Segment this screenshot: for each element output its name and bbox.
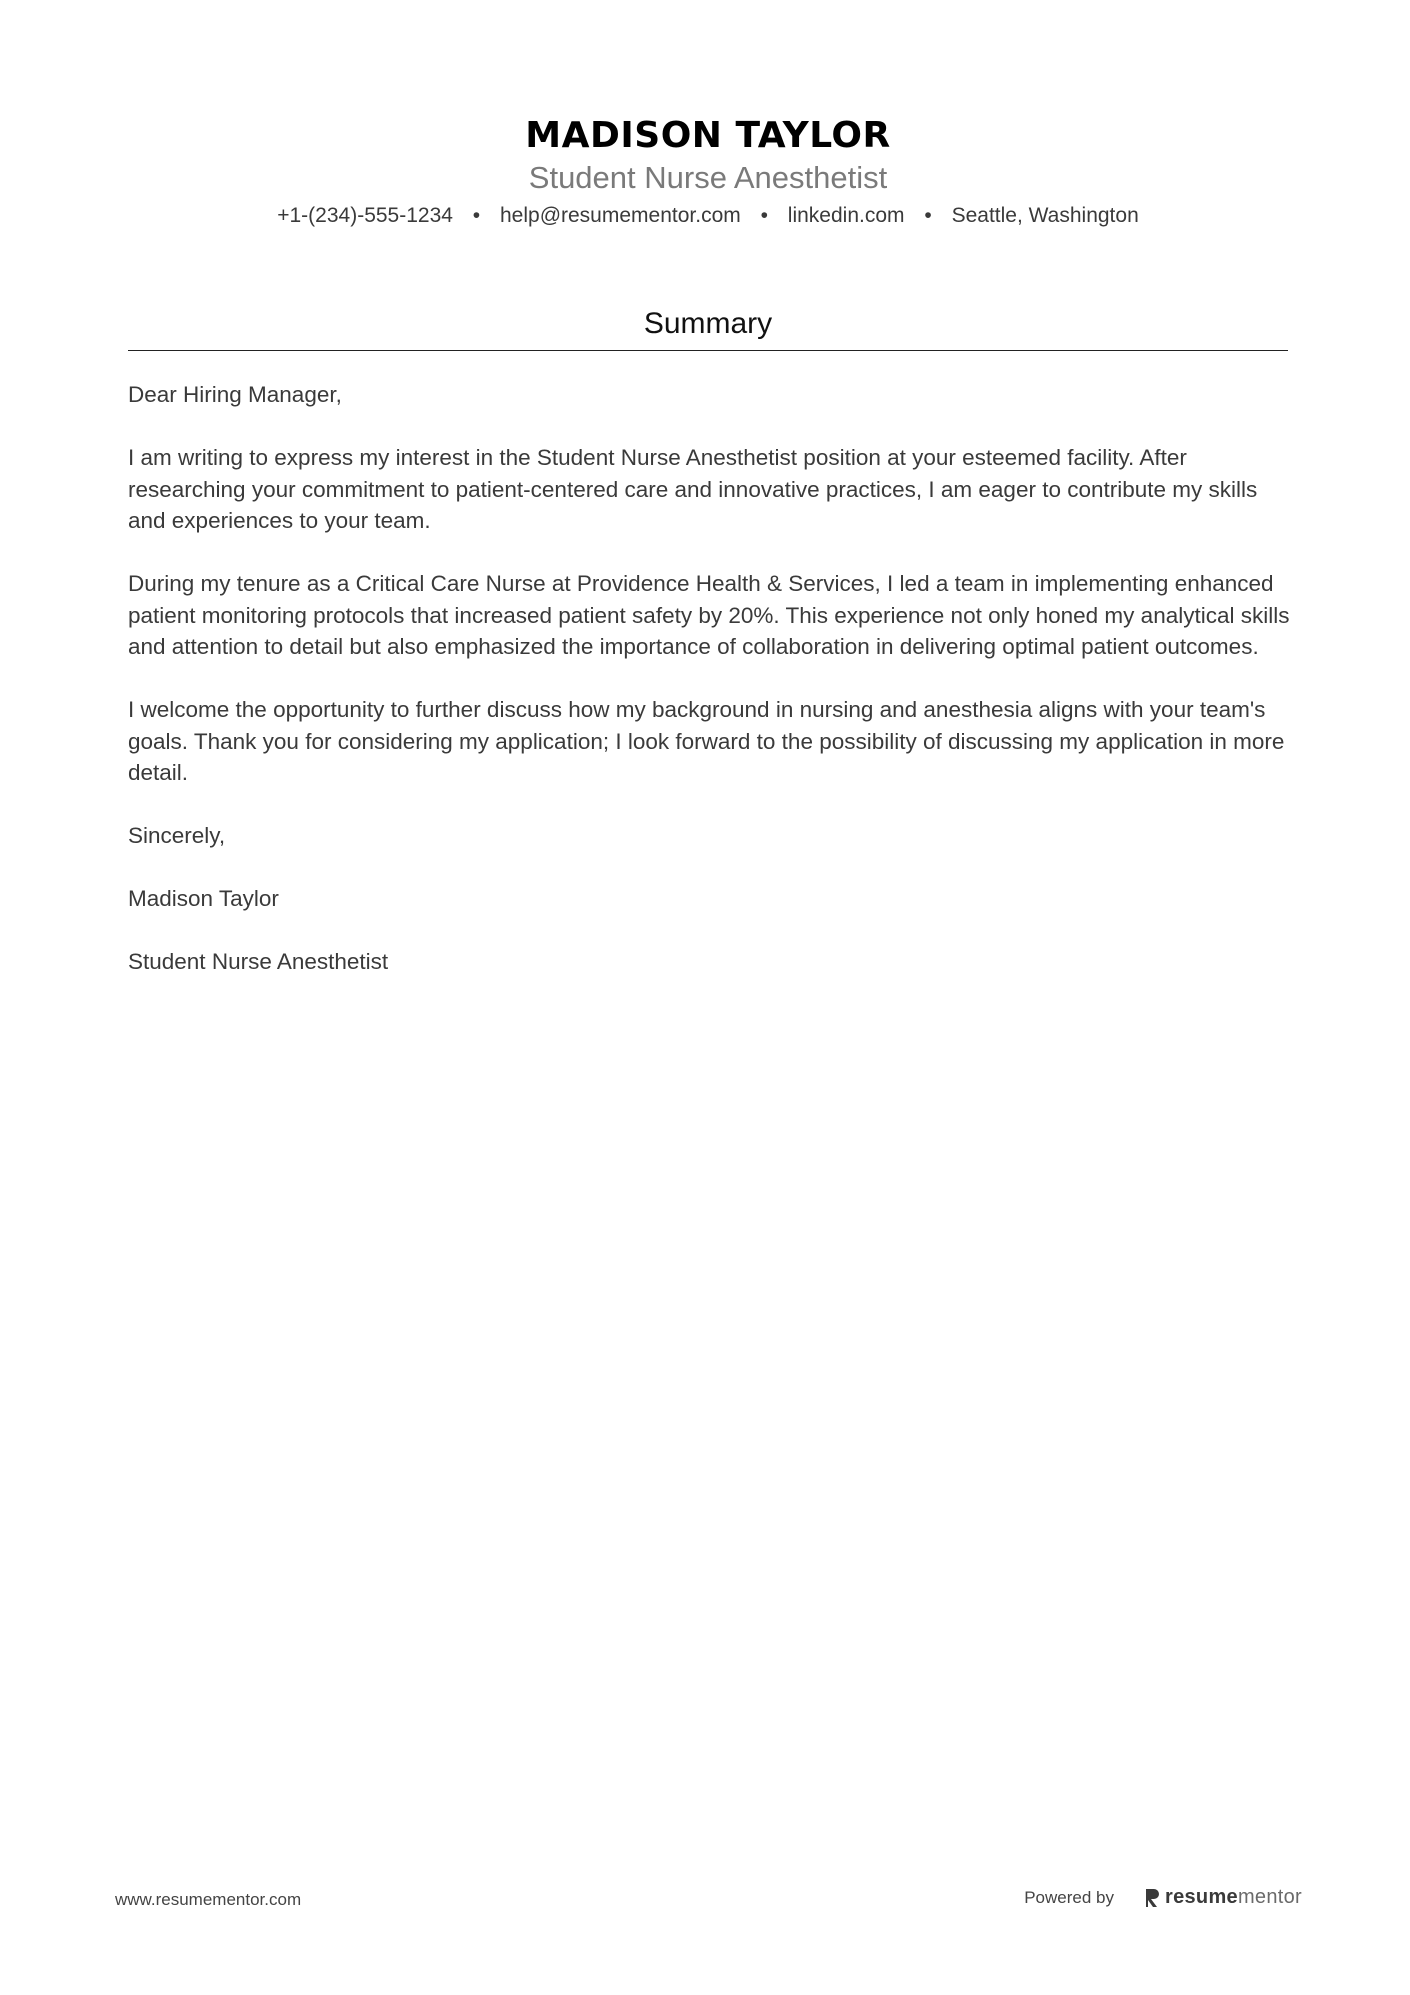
signature-name: Madison Taylor (128, 886, 279, 911)
section-title-summary: Summary (643, 307, 773, 340)
contact-separator: • (472, 204, 481, 227)
letter-paragraph: I am writing to express my interest in the Student Nurse Anesthetist position at your esteemed facility. After researching your commitment to patient-centered care and innovative practices, I am eager to contribute my skills and experiences to your team. (128, 445, 1258, 533)
contact-location: Seattle, Washington (951, 204, 1139, 227)
candidate-name: MADISON TAYLOR (525, 115, 891, 156)
contact-separator: • (924, 204, 932, 227)
letter-paragraph: I welcome the opportunity to further discuss how my background in nursing and anesthesia aligns with your team's goals. Thank you for considering my application; I look forward to the possibility of discussing my application in more detail. (128, 697, 1285, 785)
contact-phone: +1-(234)-555-1234 (277, 204, 453, 227)
letter-closing: Sincerely, (128, 823, 226, 848)
letter-body (128, 379, 1290, 1009)
candidate-role: Student Nurse Anesthetist (528, 160, 888, 195)
contact-separator: • (760, 204, 768, 227)
signature-title: Student Nurse Anesthetist (128, 949, 389, 974)
powered-by-label: Powered by (1024, 1887, 1114, 1907)
resume-header (128, 112, 1288, 230)
brand-name-bold: resume (1165, 1886, 1238, 1908)
section-divider (128, 350, 1288, 351)
contact-linkedin[interactable]: linkedin.com (787, 204, 905, 227)
letter-paragraph: During my tenure as a Critical Care Nurse at Providence Health & Services, I led a team in implementing enhanced patient monitoring protocols that increased patient safety by 20%. This experience not only honed my analytical skills and attention to detail but also emphasized the importance of collaboration in delivering optimal patient outcomes. (128, 571, 1290, 659)
contact-email[interactable]: help@resumementor.com (499, 204, 741, 227)
brand-name-light: mentor (1237, 1886, 1302, 1908)
footer-branding (1024, 1886, 1302, 1909)
resumementor-logo[interactable] (1144, 1886, 1302, 1909)
contact-line (128, 202, 1288, 230)
resumementor-logo-icon (1144, 1888, 1160, 1908)
letter-salutation: Dear Hiring Manager, (128, 382, 342, 407)
footer-website[interactable]: www.resumementor.com (115, 1890, 302, 1909)
